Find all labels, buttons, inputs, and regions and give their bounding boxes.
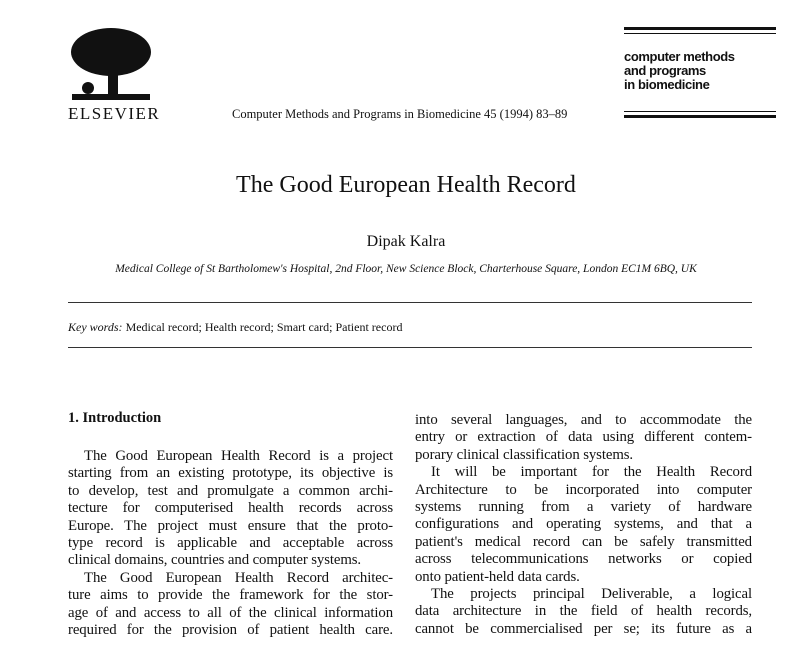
- author: Dipak Kalra: [366, 233, 446, 250]
- text-line: patient's medical record can be safely transmitted: [415, 533, 752, 550]
- text-line: The projects principal Deliverable, a logical: [431, 586, 752, 603]
- publisher-name: ELSEVIER: [68, 104, 161, 123]
- left-column: [68, 448, 393, 639]
- divider: [68, 302, 752, 303]
- right-column: [415, 412, 752, 638]
- brand-bar: [624, 115, 776, 118]
- brand-bar: [624, 27, 776, 30]
- text-line: systems running from a variety of hardware: [415, 499, 752, 516]
- divider: [68, 347, 752, 348]
- article-title: The Good European Health Record: [236, 172, 576, 198]
- text-line: The Good European Health Record is a project: [84, 448, 393, 464]
- text-line: Architecture to be incorporated into computer: [415, 481, 752, 498]
- brand-line: in biomedicine: [624, 77, 710, 92]
- text-line: It will be important for the Health Record: [431, 464, 752, 481]
- text-line: required for the provision of patient health care.: [68, 622, 393, 639]
- brand-line: and programs: [624, 63, 706, 78]
- text-line: starting from an existing prototype, its objective is: [68, 465, 393, 482]
- journal-brand: [624, 50, 735, 92]
- text-line: to develop, test and promulgate a common archi-: [68, 482, 393, 499]
- text-line: Europe. The project must ensure that the proto-: [68, 517, 393, 534]
- text-line: cannot be commercialised per se; its future as a: [415, 620, 752, 637]
- text-line: across telecommunications networks or copied: [415, 551, 752, 568]
- brand-bar: [624, 111, 776, 112]
- brand-bar: [624, 33, 776, 34]
- text-line: entry or extraction of data using different contem-: [415, 429, 752, 446]
- keywords-label: Key words:: [68, 320, 123, 334]
- brand-line: computer methods: [624, 49, 735, 64]
- text-line: The Good European Health Record architec-: [84, 569, 393, 586]
- text-line: into several languages, and to accommodate the: [415, 412, 752, 428]
- keywords: [68, 320, 402, 335]
- journal-citation: Computer Methods and Programs in Biomedicine 45 (1994) 83–89: [232, 107, 568, 121]
- elsevier-tree-logo: [68, 26, 154, 102]
- section-heading: 1. Introduction: [68, 410, 162, 426]
- text-line: ture aims to provide the framework for the stor-: [68, 587, 393, 604]
- affiliation: Medical College of St Bartholomew's Hospital, 2nd Floor, New Science Block, Charterhouse Square, London EC1M 6BQ, UK: [115, 263, 697, 275]
- text-line: type record is applicable and acceptable across: [68, 535, 393, 552]
- text-line: porary clinical classification systems.: [415, 446, 633, 463]
- text-line: onto patient-held data cards.: [415, 568, 580, 585]
- text-line: tecture for computerised health records across: [68, 500, 393, 517]
- text-line: age of and access to all of the clinical information: [68, 604, 393, 621]
- text-line: clinical domains, countries and computer systems.: [68, 552, 362, 569]
- keywords-text: Medical record; Health record; Smart card; Patient record: [125, 320, 403, 334]
- text-line: data architecture in the field of health records,: [415, 603, 752, 620]
- text-line: configurations and operating systems, and that a: [415, 516, 752, 533]
